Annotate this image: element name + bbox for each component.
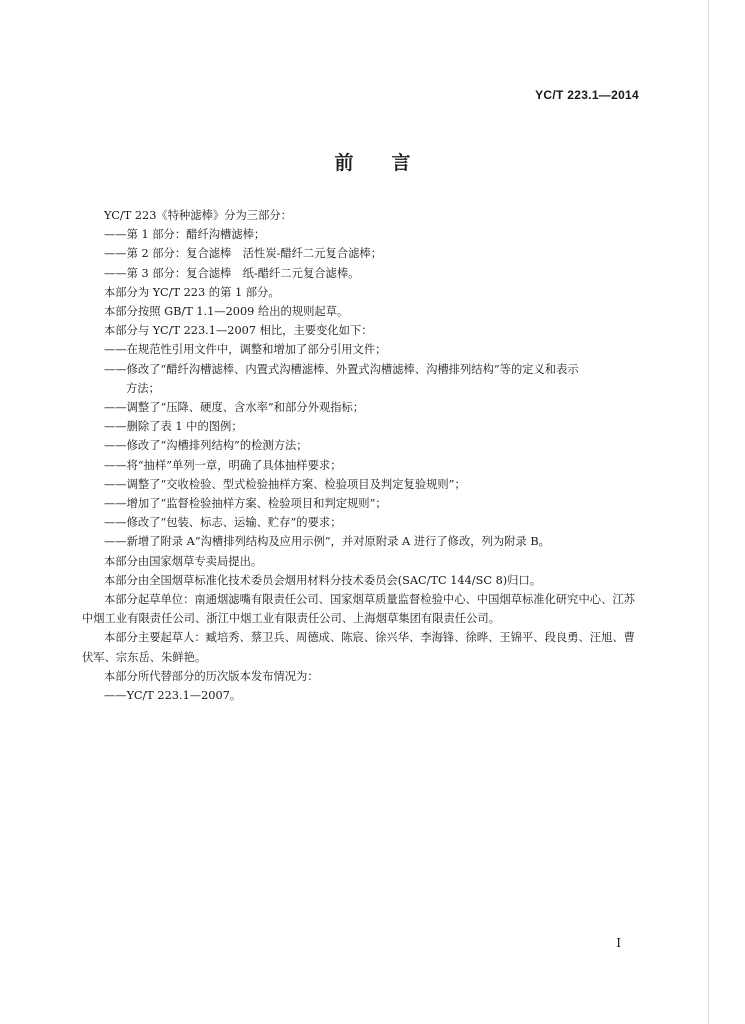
page-title: 前言 bbox=[334, 152, 449, 174]
list-item: ——新增了附录 A“沟槽排列结构及应用示例”，并对原附录 A 进行了修改，列为附录 B。 bbox=[104, 535, 550, 549]
list-item: ——调整了“压降、硬度、含水率”和部分外观指标； bbox=[104, 401, 365, 415]
list-item: ——调整了“交收检验、型式检验抽样方案、检验项目及判定复验规则”； bbox=[104, 477, 466, 491]
list-item: ——修改了“醋纤沟槽滤棒、内置式沟槽滤棒、外置式沟槽滤棒、沟槽排列结构”等的定义和表示 bbox=[104, 362, 579, 376]
paragraph: 本部分为 YC/T 223 的第 1 部分。 bbox=[104, 285, 280, 299]
list-item: ——将“抽样”单列一章，明确了具体抽样要求； bbox=[104, 458, 342, 472]
paragraph-drafters: 本部分主要起草人：臧培秀、蔡卫兵、周德成、陈宸、徐兴华、李海锋、徐晔、王锦平、段良勇、汪旭、曹伏军、宗东岳、朱鲜艳。 bbox=[82, 631, 635, 664]
paragraph: 本部分与 YC/T 223.1—2007 相比，主要变化如下： bbox=[104, 324, 373, 338]
list-item: ——修改了“沟槽排列结构”的检测方法； bbox=[104, 439, 308, 453]
list-item-continuation: 方法； bbox=[126, 381, 160, 395]
paragraph: 本部分由国家烟草专卖局提出。 bbox=[104, 554, 263, 568]
paragraph: 本部分由全国烟草标准化技术委员会烟用材料分技术委员会(SAC/TC 144/SC 8)归口。 bbox=[104, 573, 542, 587]
paragraph-drafting-units: 本部分起草单位：南通烟滤嘴有限责任公司、国家烟草质量监督检验中心、中国烟草标准化研究中心、江苏中烟工业有限责任公司、浙江中烟工业有限责任公司、上海烟草集团有限责任公司。 bbox=[82, 593, 635, 626]
list-item: ——第 1 部分：醋纤沟槽滤棒； bbox=[104, 228, 266, 242]
paragraph: YC/T 223《特种滤棒》分为三部分： bbox=[104, 209, 292, 222]
list-item: ——删除了表 1 中的图例； bbox=[104, 420, 243, 434]
foreword-body bbox=[82, 206, 642, 705]
paragraph: 本部分按照 GB/T 1.1—2009 给出的规则起草。 bbox=[104, 305, 349, 319]
list-item: ——增加了“监督检验抽样方案、检验项目和判定规则”； bbox=[104, 497, 387, 511]
list-item: ——YC/T 223.1—2007。 bbox=[104, 689, 242, 703]
list-item: ——第 2 部分：复合滤棒 活性炭-醋纤二元复合滤棒； bbox=[104, 247, 383, 261]
list-item: ——修改了“包装、标志、运输、贮存”的要求； bbox=[104, 516, 342, 530]
paragraph: 本部分所代替部分的历次版本发布情况为： bbox=[104, 669, 319, 683]
list-item: ——第 3 部分：复合滤棒 纸-醋纤二元复合滤棒。 bbox=[104, 266, 360, 280]
page-number: I bbox=[616, 936, 621, 950]
list-item: ——在规范性引用文件中，调整和增加了部分引用文件； bbox=[104, 343, 387, 357]
standard-number-header: YC/T 223.1—2014 bbox=[535, 88, 639, 102]
